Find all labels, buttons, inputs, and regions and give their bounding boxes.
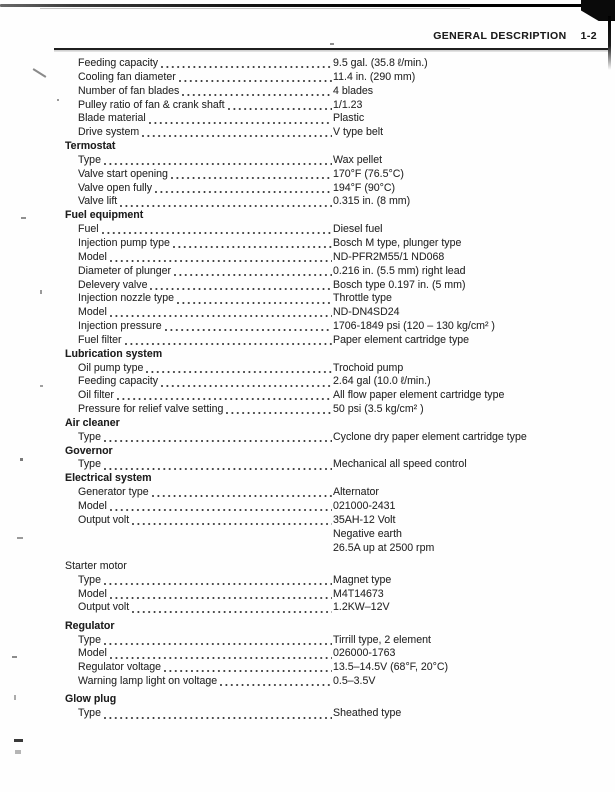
dot-leader bbox=[165, 320, 332, 334]
dot-leader bbox=[164, 661, 332, 675]
dot-leader bbox=[182, 85, 332, 99]
spec-label: Fuel filter bbox=[78, 333, 122, 346]
spec-value: Sheathed type bbox=[333, 707, 402, 720]
spec-row bbox=[65, 675, 609, 689]
spec-label: Diameter of plunger bbox=[78, 264, 172, 277]
spec-row-left bbox=[78, 334, 333, 348]
dot-leader bbox=[228, 99, 332, 113]
spec-label: Type bbox=[78, 707, 101, 720]
section-title: Air cleaner bbox=[65, 416, 120, 429]
spec-row-left bbox=[78, 500, 333, 514]
spec-continuation-row bbox=[65, 542, 609, 556]
dot-leader bbox=[155, 182, 332, 196]
spec-row bbox=[65, 306, 609, 320]
spec-value: Cyclone dry paper element cartridge type bbox=[333, 430, 527, 443]
spec-label: Model bbox=[78, 500, 107, 512]
dot-leader bbox=[104, 707, 332, 721]
section-title: Electrical system bbox=[65, 472, 152, 485]
spec-label: Valve open fully bbox=[78, 181, 153, 194]
spec-row-left bbox=[78, 647, 333, 661]
dot-leader bbox=[120, 195, 332, 209]
spec-value: Tirrill type, 2 element bbox=[333, 633, 431, 646]
spec-row-left bbox=[78, 195, 333, 209]
spec-row bbox=[65, 514, 609, 528]
spec-row-left bbox=[78, 99, 333, 113]
spec-row bbox=[65, 320, 609, 334]
spec-row-left bbox=[78, 375, 333, 389]
spec-row-left bbox=[78, 403, 333, 417]
spec-row bbox=[65, 588, 609, 602]
spec-value: 0.315 in. (8 mm) bbox=[333, 195, 411, 208]
spec-row bbox=[65, 707, 609, 721]
spec-value: Wax pellet bbox=[333, 153, 383, 166]
spec-row-left bbox=[78, 292, 333, 306]
spec-label: Model bbox=[78, 250, 107, 263]
spec-label: Oil pump type bbox=[78, 361, 144, 374]
spec-label: Valve lift bbox=[78, 195, 118, 208]
spec-row bbox=[65, 71, 609, 85]
spec-row-left bbox=[78, 223, 333, 237]
dot-leader bbox=[146, 362, 332, 376]
spec-row-left bbox=[78, 675, 333, 689]
scan-speck bbox=[17, 537, 23, 539]
spec-label: Pulley ratio of fan & crank shaft bbox=[78, 98, 225, 111]
spec-row bbox=[65, 362, 609, 376]
spec-label: Injection pump type bbox=[78, 236, 170, 249]
spec-value: Trochoid pump bbox=[333, 361, 404, 374]
spec-row-left bbox=[78, 707, 333, 721]
spec-row bbox=[65, 292, 609, 306]
spec-row-left bbox=[78, 71, 333, 85]
spec-row-left bbox=[78, 126, 333, 140]
spec-row-left bbox=[78, 251, 333, 265]
spec-label: Number of fan blades bbox=[78, 84, 180, 97]
spec-row bbox=[65, 389, 609, 403]
spec-label: Feeding capacity bbox=[78, 375, 159, 388]
spec-label: Injection nozzle type bbox=[78, 292, 174, 305]
spec-value: 1/1.23 bbox=[333, 98, 363, 111]
dot-leader bbox=[171, 168, 332, 182]
spec-row-left bbox=[78, 601, 333, 615]
spec-row bbox=[65, 279, 609, 293]
dot-leader bbox=[110, 500, 332, 514]
page-number: 1-2 bbox=[580, 30, 597, 42]
spec-label: Blade material bbox=[78, 112, 146, 125]
spec-value: 13.5–14.5V (68°F, 20°C) bbox=[333, 661, 449, 674]
spec-value: V type belt bbox=[333, 126, 384, 139]
spec-value: Magnet type bbox=[333, 573, 392, 586]
spec-label: Type bbox=[78, 573, 101, 586]
spec-row-left bbox=[78, 320, 333, 334]
spec-label: Model bbox=[78, 587, 107, 600]
spec-value: 4 blades bbox=[333, 84, 374, 97]
spec-row bbox=[65, 486, 609, 500]
spec-label: Drive system bbox=[78, 126, 140, 139]
spec-label: Type bbox=[78, 430, 101, 443]
spec-value: 194°F (90°C) bbox=[333, 181, 396, 194]
spec-row-left bbox=[78, 574, 333, 588]
dot-leader bbox=[161, 57, 332, 71]
spec-row-left bbox=[78, 486, 333, 500]
spec-row bbox=[65, 57, 609, 71]
spec-row bbox=[65, 334, 609, 348]
dot-leader bbox=[226, 403, 332, 417]
dot-leader bbox=[132, 601, 332, 615]
spec-label: Delevery valve bbox=[78, 278, 148, 291]
dot-leader bbox=[220, 675, 332, 689]
spec-row-left bbox=[78, 661, 333, 675]
spec-value: 26.5A up at 2500 rpm bbox=[333, 541, 435, 554]
dot-leader bbox=[179, 71, 332, 85]
spec-value: ND-DN4SD24 bbox=[333, 306, 400, 319]
scan-speck bbox=[330, 43, 334, 45]
spec-label: Warning lamp light on voltage bbox=[78, 675, 218, 688]
spec-row-left bbox=[78, 634, 333, 648]
spec-value: 11.4 in. (290 mm) bbox=[333, 70, 416, 83]
spec-row bbox=[65, 168, 609, 182]
spec-value: All flow paper element cartridge type bbox=[333, 389, 505, 402]
dot-leader bbox=[110, 251, 332, 265]
section-title: Termostat bbox=[65, 140, 116, 153]
spec-row bbox=[65, 403, 609, 417]
scan-speck bbox=[40, 290, 42, 294]
spec-row bbox=[65, 375, 609, 389]
dot-leader bbox=[110, 306, 332, 320]
dot-leader bbox=[161, 375, 332, 389]
dot-leader bbox=[177, 292, 332, 306]
spec-row bbox=[65, 574, 609, 588]
dot-leader bbox=[104, 154, 332, 168]
spec-value: 021000-2431 bbox=[333, 500, 396, 512]
spec-row-left bbox=[78, 279, 333, 293]
dot-leader bbox=[125, 334, 332, 348]
scan-speck bbox=[20, 458, 23, 461]
spec-label: Type bbox=[78, 458, 101, 471]
spec-row bbox=[65, 661, 609, 675]
spec-row-left bbox=[78, 85, 333, 99]
spec-row-left bbox=[78, 514, 333, 528]
spec-label: Type bbox=[78, 633, 101, 646]
dot-leader bbox=[110, 588, 332, 602]
scan-speck bbox=[40, 385, 43, 387]
spec-row bbox=[65, 154, 609, 168]
spec-row-left bbox=[78, 154, 333, 168]
spec-value: 35AH-12 Volt bbox=[333, 513, 396, 526]
section-title: Lubrication system bbox=[65, 347, 163, 360]
dot-leader bbox=[152, 486, 332, 500]
spec-label: Fuel bbox=[78, 223, 99, 236]
spec-row bbox=[65, 195, 609, 209]
scan-speck bbox=[21, 217, 26, 219]
spec-continuation-row bbox=[65, 528, 609, 542]
spec-row-left bbox=[78, 182, 333, 196]
spec-row bbox=[65, 647, 609, 661]
spec-row bbox=[65, 458, 609, 472]
spec-value: Alternator bbox=[333, 486, 379, 499]
spec-value: M4T14673 bbox=[333, 587, 384, 600]
dot-leader bbox=[104, 634, 332, 648]
dot-leader bbox=[150, 279, 332, 293]
spec-value: 0.5–3.5V bbox=[333, 675, 376, 688]
spec-label: Output volt bbox=[78, 601, 130, 614]
spec-row-left bbox=[78, 362, 333, 376]
section-title: Glow plug bbox=[65, 693, 117, 706]
spec-row-left bbox=[78, 57, 333, 71]
scan-top-edge-echo bbox=[40, 8, 470, 9]
spec-label: Feeding capacity bbox=[78, 57, 159, 69]
scan-speck bbox=[12, 656, 17, 658]
spec-label: Generator type bbox=[78, 486, 149, 499]
header-rule bbox=[54, 48, 608, 50]
spec-value: Plastic bbox=[333, 112, 365, 125]
spec-row-left bbox=[78, 588, 333, 602]
spec-value: Throttle type bbox=[333, 292, 392, 305]
spec-row-left bbox=[78, 458, 333, 472]
spec-row-left bbox=[78, 528, 333, 542]
spec-row bbox=[65, 431, 609, 445]
spec-label: Valve start opening bbox=[78, 167, 168, 180]
section-title: Regulator bbox=[65, 619, 115, 632]
spec-label: Output volt bbox=[78, 513, 130, 526]
scan-speck bbox=[15, 750, 21, 754]
dot-leader bbox=[142, 126, 332, 140]
spec-value: Diesel fuel bbox=[333, 223, 383, 236]
dot-leader bbox=[104, 431, 332, 445]
spec-value: Bosch type 0.197 in. (5 mm) bbox=[333, 278, 466, 291]
dot-leader bbox=[173, 237, 332, 251]
scan-speck bbox=[14, 739, 23, 742]
scan-speck bbox=[33, 68, 47, 78]
spec-row bbox=[65, 251, 609, 265]
spec-row-left bbox=[78, 542, 333, 556]
spec-value: 1.2KW–12V bbox=[333, 601, 390, 614]
dot-leader bbox=[132, 514, 332, 528]
spec-row-left bbox=[78, 306, 333, 320]
spec-value: 026000-1763 bbox=[333, 647, 396, 660]
spec-row bbox=[65, 634, 609, 648]
spec-value: Mechanical all speed control bbox=[333, 458, 467, 471]
scan-speck bbox=[14, 695, 16, 700]
spec-value: Paper element cartridge type bbox=[333, 333, 470, 346]
spec-row bbox=[65, 112, 609, 126]
spec-row bbox=[65, 265, 609, 279]
scan-top-edge bbox=[0, 4, 615, 7]
dot-leader bbox=[104, 574, 332, 588]
spec-row-left bbox=[78, 265, 333, 279]
spec-value: Bosch M type, plunger type bbox=[333, 236, 462, 249]
spec-label: Model bbox=[78, 647, 107, 660]
spec-label: Injection pressure bbox=[78, 320, 162, 333]
spec-label: Oil filter bbox=[78, 389, 114, 402]
dot-leader bbox=[149, 112, 332, 126]
scan-speck bbox=[57, 99, 59, 101]
spec-row-left bbox=[78, 431, 333, 445]
dot-leader bbox=[174, 265, 332, 279]
spec-row-left bbox=[78, 168, 333, 182]
spec-row bbox=[65, 601, 609, 615]
dot-leader bbox=[117, 389, 332, 403]
spec-label: Cooling fan diameter bbox=[78, 70, 176, 83]
spec-value: 50 psi (3.5 kg/cm² ) bbox=[333, 403, 424, 416]
spec-row bbox=[65, 182, 609, 196]
section-title: Governor bbox=[65, 444, 113, 457]
spec-row bbox=[65, 223, 609, 237]
section-title: Starter motor bbox=[65, 559, 127, 572]
spec-value: 0.216 in. (5.5 mm) right lead bbox=[333, 264, 466, 277]
spec-row-left bbox=[78, 237, 333, 251]
spec-value: 9.5 gal. (35.8 ℓ/min.) bbox=[333, 57, 428, 69]
section-title: Fuel equipment bbox=[65, 209, 144, 222]
spec-row-left bbox=[78, 389, 333, 403]
page-header-title: GENERAL DESCRIPTION bbox=[433, 30, 567, 42]
spec-label: Type bbox=[78, 153, 101, 166]
spec-row-left bbox=[78, 112, 333, 126]
spec-value: ND-PFR2M55/1 ND068 bbox=[333, 250, 445, 263]
dot-leader bbox=[110, 647, 332, 661]
spec-row bbox=[65, 85, 609, 99]
dot-leader bbox=[102, 223, 332, 237]
spec-value: 1706-1849 psi (120 – 130 kg/cm² ) bbox=[333, 320, 495, 333]
spec-row bbox=[65, 500, 609, 514]
spec-row bbox=[65, 126, 609, 140]
dot-leader bbox=[104, 458, 332, 472]
spec-row bbox=[65, 237, 609, 251]
spec-label: Pressure for relief valve setting bbox=[78, 403, 224, 416]
spec-label: Regulator voltage bbox=[78, 661, 162, 674]
spec-value: 170°F (76.5°C) bbox=[333, 167, 404, 180]
page-header bbox=[0, 30, 597, 42]
spec-label: Model bbox=[78, 306, 107, 319]
spec-row bbox=[65, 99, 609, 113]
spec-value: 2.64 gal (10.0 ℓ/min.) bbox=[333, 375, 431, 388]
spec-value: Negative earth bbox=[333, 527, 402, 540]
spec-list bbox=[65, 57, 609, 721]
